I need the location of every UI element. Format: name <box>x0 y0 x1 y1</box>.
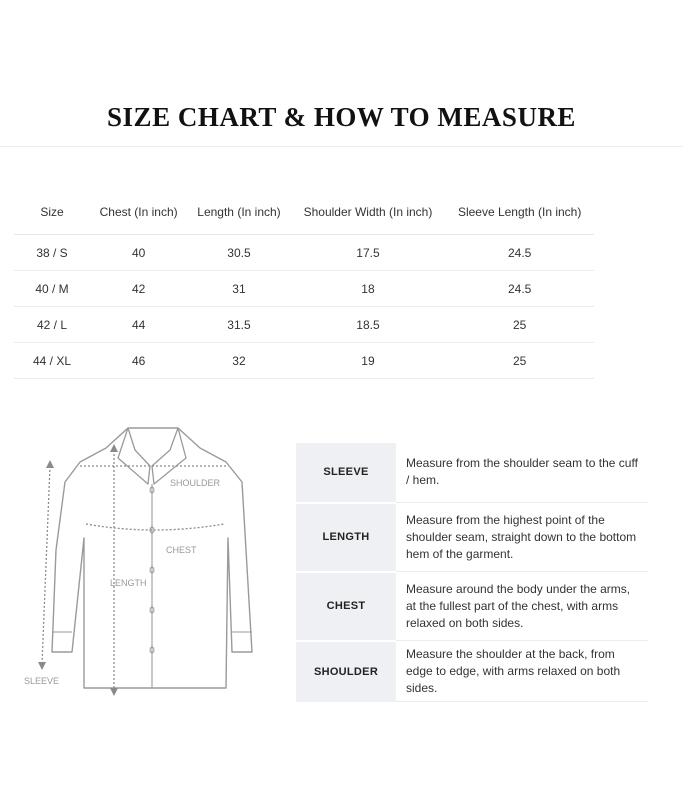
size-cell: 42 / L <box>14 307 90 343</box>
length-arrow-bottom-icon <box>110 688 118 696</box>
sleeve-length-cell: 24.5 <box>445 271 594 307</box>
size-cell: 44 / XL <box>14 343 90 379</box>
measure-row-sleeve <box>296 442 648 503</box>
measure-desc-length: Measure from the highest point of the shoulder seam, straight down to the bottom hem of the garment. <box>396 503 648 572</box>
shirt-collar <box>118 428 186 484</box>
chest-label: CHEST <box>166 545 197 555</box>
table-row <box>14 343 594 379</box>
chest-cell: 40 <box>90 235 187 271</box>
measure-row-shoulder <box>296 641 648 702</box>
measure-row-chest <box>296 572 648 641</box>
shoulder-width-cell: 18 <box>291 271 446 307</box>
measure-row-length <box>296 503 648 572</box>
shoulder-label: SHOULDER <box>170 478 221 488</box>
sleeve-length-cell: 25 <box>445 307 594 343</box>
size-cell: 40 / M <box>14 271 90 307</box>
shoulder-width-cell: 19 <box>291 343 446 379</box>
sleeve-arrow-top-icon <box>46 460 54 468</box>
chest-cell: 46 <box>90 343 187 379</box>
length-cell: 30.5 <box>187 235 290 271</box>
measure-label-sleeve: SLEEVE <box>296 442 396 503</box>
table-row <box>14 271 594 307</box>
measure-guide-table <box>296 441 648 702</box>
size-table-header <box>14 190 594 235</box>
length-cell: 32 <box>187 343 290 379</box>
shirt-diagram <box>18 420 278 700</box>
measure-desc-chest: Measure around the body under the arms, at the fullest part of the chest, with arms relaxed on both sides. <box>396 572 648 641</box>
length-arrow-top-icon <box>110 444 118 452</box>
sleeve-arrow-bottom-icon <box>38 662 46 670</box>
shoulder-width-cell: 18.5 <box>291 307 446 343</box>
chest-measure-line <box>86 524 224 530</box>
column-header-shoulder-width: Shoulder Width (In inch) <box>291 190 446 235</box>
length-cell: 31.5 <box>187 307 290 343</box>
page-title: SIZE CHART & HOW TO MEASURE <box>107 102 576 132</box>
measure-label-shoulder: SHOULDER <box>296 641 396 702</box>
measure-desc-sleeve: Measure from the shoulder seam to the cuff / hem. <box>396 442 648 503</box>
sleeve-label: SLEEVE <box>24 676 60 686</box>
size-cell: 38 / S <box>14 235 90 271</box>
sleeve-length-cell: 24.5 <box>445 235 594 271</box>
chest-cell: 42 <box>90 271 187 307</box>
shoulder-width-cell: 17.5 <box>291 235 446 271</box>
table-row <box>14 307 594 343</box>
chest-cell: 44 <box>90 307 187 343</box>
column-header-size: Size <box>14 190 90 235</box>
measure-desc-shoulder: Measure the shoulder at the back, from edge to edge, with arms relaxed on both sides. <box>396 641 648 702</box>
column-header-length: Length (In inch) <box>187 190 290 235</box>
sleeve-length-cell: 25 <box>445 343 594 379</box>
measure-label-length: LENGTH <box>296 503 396 572</box>
length-cell: 31 <box>187 271 290 307</box>
table-row <box>14 235 594 271</box>
size-table <box>14 190 594 379</box>
length-label: LENGTH <box>110 578 147 588</box>
sleeve-measure-line <box>42 466 50 664</box>
column-header-sleeve-length: Sleeve Length (In inch) <box>445 190 594 235</box>
title-divider <box>0 146 683 147</box>
column-header-chest: Chest (In inch) <box>90 190 187 235</box>
measure-label-chest: CHEST <box>296 572 396 641</box>
